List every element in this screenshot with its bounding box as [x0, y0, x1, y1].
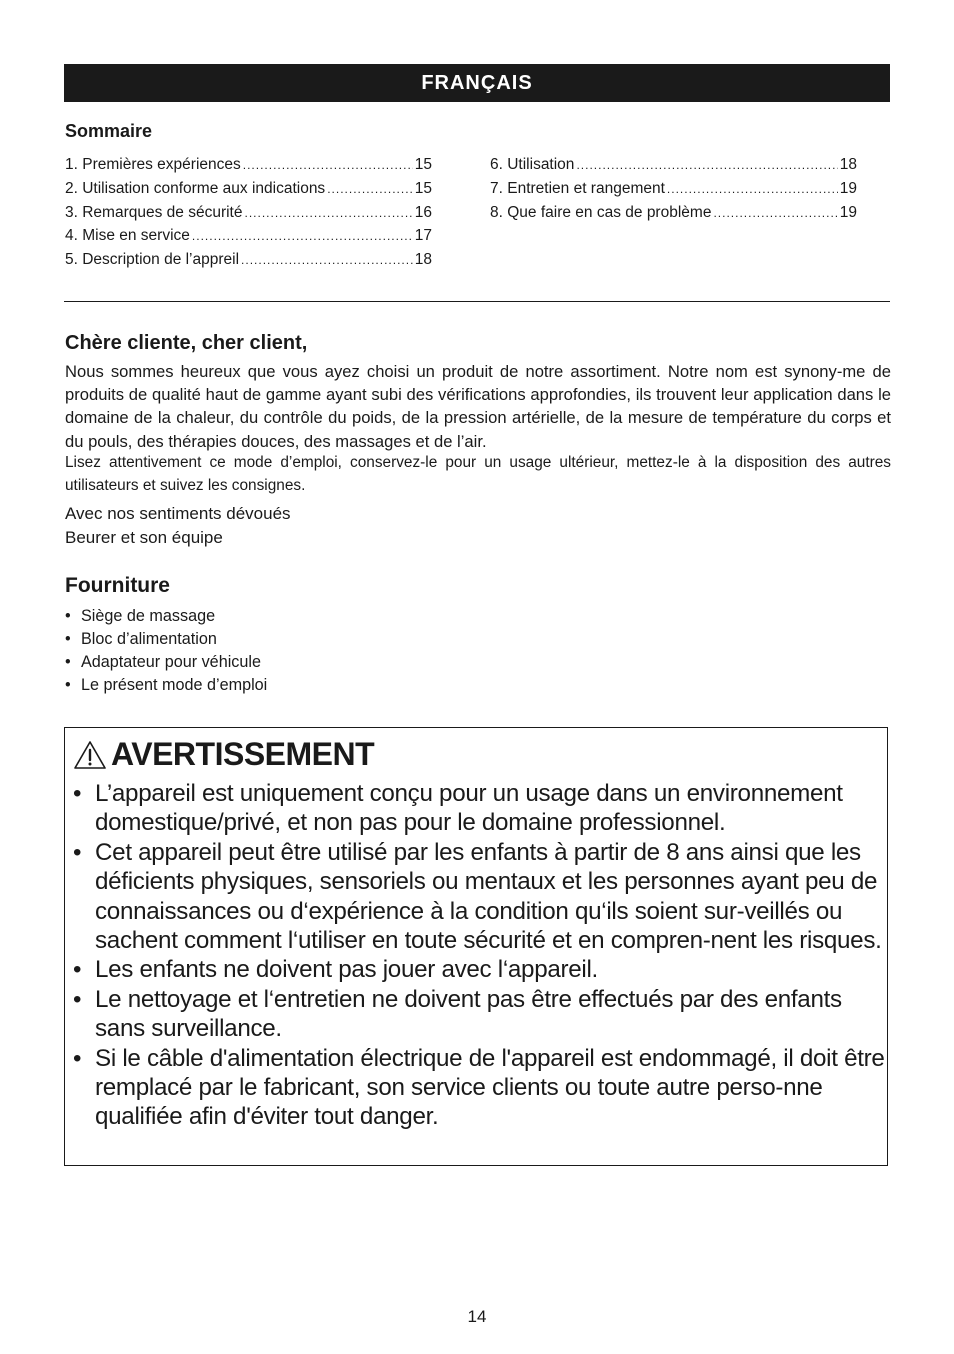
toc-left-column — [65, 153, 432, 272]
page-number: 14 — [467, 1307, 487, 1326]
warning-header — [73, 736, 374, 773]
toc-entry[interactable] — [65, 248, 432, 272]
toc-leader-dots — [713, 202, 837, 226]
bullet-icon: • — [73, 838, 82, 866]
bullet-icon: • — [73, 985, 82, 1013]
list-item-text: Le présent mode d’emploi — [81, 676, 268, 694]
supply-title: Fourniture — [65, 574, 170, 597]
list-item — [73, 985, 885, 1044]
toc-entry-label: 6. Utilisation — [490, 156, 575, 173]
signoff-line: Avec nos sentiments dévoués — [65, 504, 291, 523]
toc-entry[interactable] — [65, 201, 432, 225]
toc-entry[interactable] — [65, 153, 432, 177]
toc-entry-label: 4. Mise en service — [65, 227, 190, 245]
section-divider — [64, 301, 890, 302]
warning-title: AVERTISSEMENT — [111, 736, 375, 772]
toc-leader-dots — [576, 154, 837, 178]
bullet-icon: • — [73, 1044, 82, 1072]
warning-item-text: Les enfants ne doivent pas jouer avec l‘appareil. — [95, 956, 598, 984]
toc-entry-page: 16 — [414, 203, 432, 221]
bullet-icon: • — [65, 653, 71, 671]
list-item-text: Bloc d’alimentation — [81, 630, 217, 648]
advice-paragraph: Lisez attentivement ce mode d’emploi, conservez-le pour un usage ultérieur, mettez-le à la disposition des autres utilisateurs et suivez les consignes. — [65, 454, 891, 495]
toc-entry-label: 8. Que faire en cas de problème — [490, 203, 712, 221]
toc-leader-dots — [327, 178, 413, 202]
toc-entry-page: 15 — [414, 156, 432, 173]
warning-triangle-icon — [73, 740, 107, 770]
warning-item-text: L’appareil est uniquement conçu pour un usage dans un environnement domestique/privé, et non pas pour le domaine professionnel. — [95, 780, 843, 837]
toc-entry-label: 5. Description de l’appreil — [65, 251, 240, 269]
toc-entry[interactable] — [490, 177, 857, 201]
toc-entry-page: 18 — [414, 251, 432, 269]
supply-list — [65, 605, 267, 697]
list-item — [65, 605, 267, 628]
bullet-icon: • — [65, 676, 71, 694]
toc-leader-dots — [244, 202, 412, 226]
warning-box — [64, 727, 888, 1166]
toc-leader-dots — [243, 154, 413, 178]
bullet-icon: • — [73, 956, 82, 984]
toc-entry-label: 1. Premières expériences — [65, 156, 241, 173]
warning-item-text: Le nettoyage et l‘entretien ne doivent pas être effectués par des enfants sans surveillance. — [95, 985, 842, 1043]
toc-entry-page: 17 — [414, 227, 432, 245]
toc-entry[interactable] — [490, 201, 857, 225]
list-item — [73, 955, 885, 984]
toc-entry-label: 3. Remarques de sécurité — [65, 203, 243, 221]
toc-entry-label: 7. Entretien et rangement — [490, 179, 665, 197]
toc-entry[interactable] — [65, 177, 432, 201]
list-item — [73, 779, 885, 838]
toc-leader-dots — [192, 225, 413, 249]
toc-entry[interactable] — [65, 224, 432, 248]
bullet-icon: • — [73, 780, 82, 807]
toc-leader-dots — [241, 249, 413, 273]
toc-entry-label: 2. Utilisation conforme aux indications — [65, 179, 326, 197]
toc-title: Sommaire — [65, 121, 153, 141]
toc-leader-dots — [667, 178, 838, 202]
list-item — [73, 838, 885, 956]
list-item — [65, 674, 267, 697]
toc-entry-page: 15 — [414, 179, 432, 197]
toc-entry-page: 19 — [839, 179, 857, 197]
warning-item-text: Cet appareil peut être utilisé par les enfants à partir de 8 ans ainsi que les déficients physiques, sensoriels ou mentaux et les personnes ayant peu de connaissances ou d‘expérience à la condition qu‘ils soient sur-veillés ou sachent comment l‘utiliser en toute sécurité et en compren-nent les risques. — [95, 838, 882, 955]
toc-entry-page: 19 — [839, 203, 857, 221]
toc-entry[interactable] — [490, 153, 857, 177]
list-item — [73, 1044, 885, 1132]
toc-right-column — [490, 153, 857, 224]
signoff-line: Beurer et son équipe — [65, 527, 223, 547]
bullet-icon: • — [65, 630, 71, 648]
greeting-title: Chère cliente, cher client, — [65, 332, 308, 354]
intro-paragraph: Nous sommes heureux que vous ayez choisi un produit de notre assortiment. Notre nom est synony-me de produits de qualité haut de gamme ayant subi des vérifications approfondies, ils trouvent leur application dans le domaine de la chaleur, du contrôle du poids, de la pression artérielle, de la mesure de température du corps et du pouls, des thérapies douces, des massages et de l’air. — [65, 362, 891, 451]
list-item — [65, 628, 267, 651]
warning-item-text: Si le câble d'alimentation électrique de l'appareil est endommagé, il doit être remplacé par le fabricant, son service clients ou toute autre perso-nne qualifiée afin d'éviter tout danger. — [95, 1044, 885, 1131]
list-item — [65, 651, 267, 674]
toc-entry-page: 18 — [839, 156, 857, 173]
language-label: FRANÇAIS — [421, 71, 533, 94]
signoff — [65, 502, 291, 549]
language-banner — [64, 64, 890, 102]
bullet-icon: • — [65, 607, 71, 625]
list-item-text: Siège de massage — [81, 607, 216, 625]
warning-list — [73, 779, 885, 1132]
list-item-text: Adaptateur pour véhicule — [81, 653, 261, 671]
